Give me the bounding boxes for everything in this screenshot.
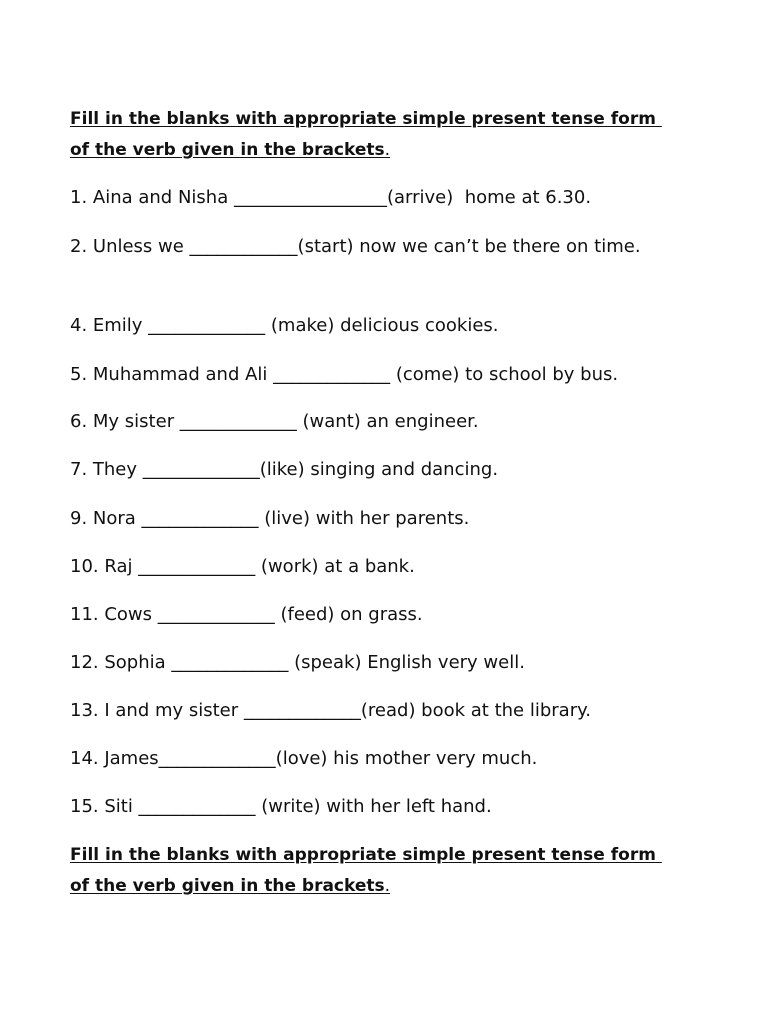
instruction-heading-bottom xyxy=(70,840,710,902)
instruction-line-2 xyxy=(70,871,710,902)
exercise-item-14: 14. James_____________(love) his mother very much. xyxy=(70,748,538,769)
exercise-item-10: 10. Raj _____________ (work) at a bank. xyxy=(70,556,415,577)
instruction-line-1: Fill in the blanks with appropriate simple present tense form xyxy=(70,109,662,129)
instruction-heading-top xyxy=(70,104,710,166)
exercise-item-11: 11. Cows _____________ (feed) on grass. xyxy=(70,604,423,625)
exercise-item-5: 5. Muhammad and Ali _____________ (come) to school by bus. xyxy=(70,364,619,385)
exercise-item-9: 9. Nora _____________ (live) with her parents. xyxy=(70,508,470,529)
instruction-line-1: Fill in the blanks with appropriate simple present tense form xyxy=(70,845,662,865)
exercise-item-7: 7. They _____________(like) singing and dancing. xyxy=(70,459,499,480)
exercise-item-4: 4. Emily _____________ (make) delicious cookies. xyxy=(70,315,499,336)
instruction-text: of the verb given in the brackets xyxy=(70,876,385,896)
exercise-item-1: 1. Aina and Nisha _________________(arrive) home at 6.30. xyxy=(70,187,592,208)
exercise-item-13: 13. I and my sister _____________(read) book at the library. xyxy=(70,700,591,721)
exercise-item-6: 6. My sister _____________ (want) an engineer. xyxy=(70,411,479,432)
instruction-text: of the verb given in the brackets xyxy=(70,140,385,160)
instruction-line-2 xyxy=(70,135,710,166)
exercise-item-2: 2. Unless we ____________(start) now we can’t be there on time. xyxy=(70,236,641,257)
instruction-period: . xyxy=(384,876,391,896)
exercise-item-15: 15. Siti _____________ (write) with her left hand. xyxy=(70,796,492,817)
exercise-item-12: 12. Sophia _____________ (speak) English very well. xyxy=(70,652,525,673)
instruction-period: . xyxy=(384,140,391,160)
